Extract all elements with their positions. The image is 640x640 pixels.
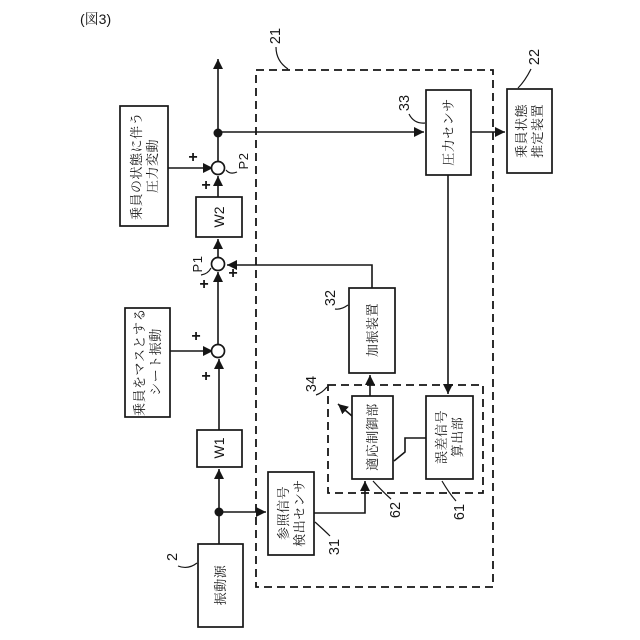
ref-32: 32 (323, 289, 339, 307)
figure-caption: (図3) (80, 11, 112, 27)
branch-dot-top (214, 129, 223, 138)
label-w2: W2 (211, 206, 227, 228)
box-pressure-fluctuation (120, 106, 168, 226)
ref-21: 21 (268, 27, 284, 45)
label-occupant-state-estimator-line2: 推定装置 (530, 103, 545, 159)
label-pressure-sensor: 圧力センサ (441, 98, 456, 166)
plus-p1-right: + (228, 265, 238, 282)
plus-sum-bottom: + (201, 368, 211, 385)
label-seat-vibration-line1: 乗員をマスとする (132, 307, 147, 417)
ref-31: 31 (327, 538, 343, 556)
ref-2: 2 (165, 552, 181, 562)
label-w1: W1 (211, 437, 227, 459)
label-p2: P2 (236, 152, 251, 170)
label-occupant-state-estimator-line1: 乗員状態 (514, 103, 529, 159)
ref-62: 62 (388, 501, 404, 519)
label-adaptive-controller: 適応制御部 (365, 403, 380, 471)
label-reference-signal-sensor-line1: 参照信号 (276, 485, 291, 541)
ref-22: 22 (527, 48, 543, 66)
plus-p1-bottom: + (199, 276, 209, 293)
label-seat-vibration-line2: シート振動 (148, 328, 163, 396)
box-reference-signal-sensor (268, 472, 314, 555)
ref-61: 61 (452, 503, 468, 521)
label-vibration-source: 振動源 (213, 564, 228, 606)
label-error-calculator-line1: 誤差信号 (434, 409, 449, 465)
summing-junction-p1 (212, 258, 225, 271)
plus-sum-left: + (191, 328, 201, 345)
ref-34: 34 (304, 375, 320, 393)
label-pressure-fluctuation-line2: 圧力変動 (145, 138, 160, 194)
plus-p2-bottom: + (201, 177, 211, 194)
label-p1: P1 (190, 255, 205, 273)
summing-junction-p2 (212, 162, 225, 175)
plus-p2-left: + (188, 149, 198, 166)
label-error-calculator-line2: 算出部 (450, 416, 465, 458)
label-exciter: 加振装置 (365, 302, 380, 358)
branch-dot-bottom (215, 508, 224, 517)
ref-33: 33 (397, 94, 413, 112)
summing-junction-seat (212, 345, 225, 358)
label-pressure-fluctuation-line1: 乗員の状態に伴う (129, 111, 144, 221)
label-reference-signal-sensor-line2: 検出センサ (292, 479, 307, 547)
